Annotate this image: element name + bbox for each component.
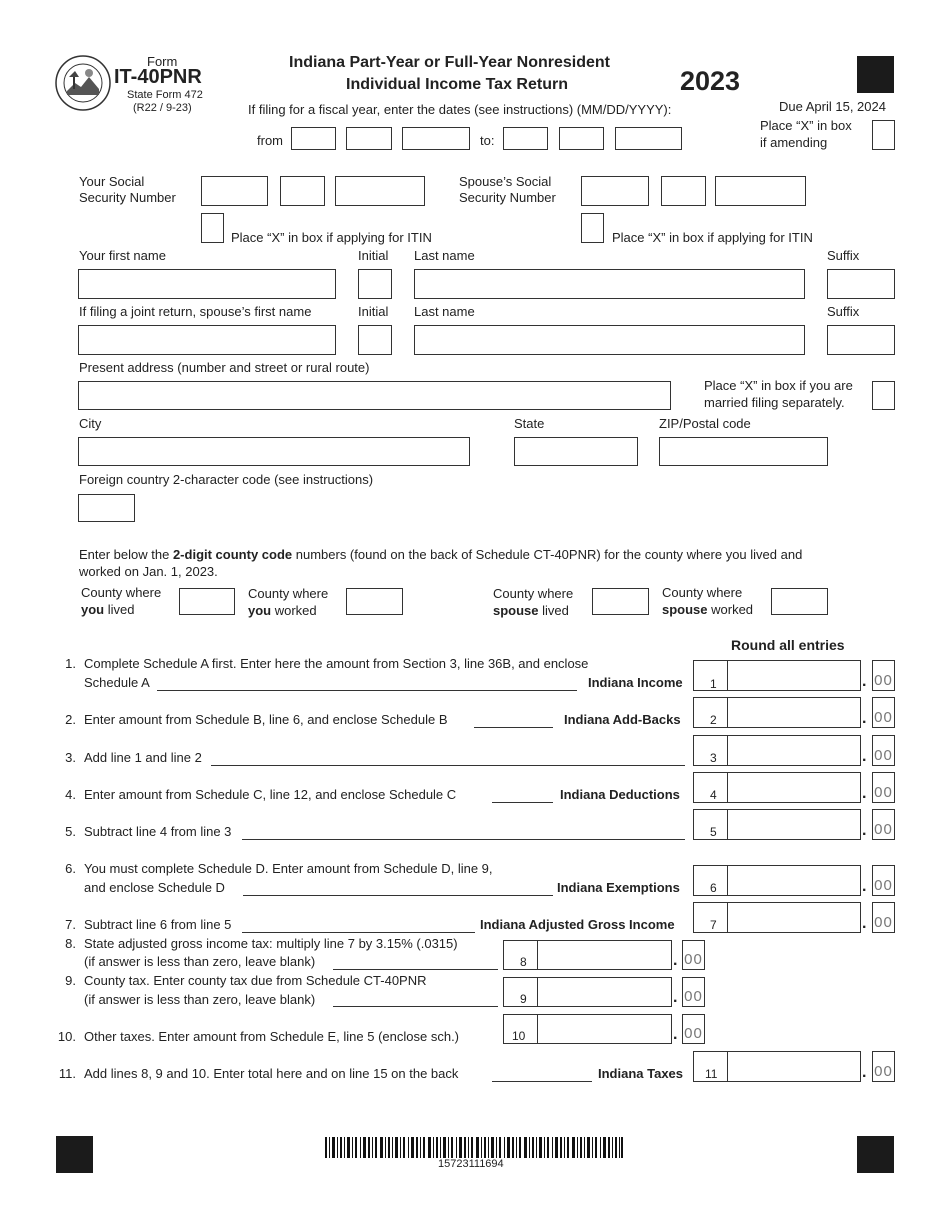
line9-text1: County tax. Enter county tax due from Schedule CT-40PNR xyxy=(84,973,427,988)
state-input[interactable] xyxy=(514,437,638,466)
suffix-label: Suffix xyxy=(827,248,860,263)
county-spouse-lived-label-line1: County where xyxy=(493,586,574,601)
spouse-ssn-label-line2: Security Number xyxy=(459,190,556,205)
initial-label: Initial xyxy=(358,248,389,263)
line4-leader xyxy=(492,802,553,803)
tax-year: 2023 xyxy=(680,66,741,96)
fiscal-to-day[interactable] xyxy=(559,127,604,150)
line1-leader xyxy=(157,690,577,691)
line1-amount-field[interactable] xyxy=(693,660,861,691)
line3-decimal: . xyxy=(862,748,867,765)
line8-amount-field[interactable] xyxy=(503,940,672,970)
line5-cents[interactable]: 00 xyxy=(872,809,895,840)
fiscal-from-month[interactable] xyxy=(291,127,336,150)
mfs-label-line2: married filing separately. xyxy=(704,395,845,410)
county-spouse-worked-label-line1: County where xyxy=(662,585,743,600)
line1-decimal: . xyxy=(862,673,867,690)
line2-box-number: 2 xyxy=(710,713,717,727)
line6-leader xyxy=(243,895,553,896)
you-bold: you xyxy=(81,602,105,617)
line1-cents[interactable]: 00 xyxy=(872,660,895,691)
line3-leader xyxy=(211,765,685,766)
line7-cents[interactable]: 00 xyxy=(872,902,895,933)
line7-text1: Subtract line 6 from line 5 xyxy=(84,917,232,932)
line9-number: 9. xyxy=(65,973,76,988)
line2-number: 2. xyxy=(65,712,76,727)
to-label: to: xyxy=(480,133,495,148)
first-name-input[interactable] xyxy=(78,269,336,299)
line9-cents[interactable]: 00 xyxy=(682,977,705,1007)
line11-cents[interactable]: 00 xyxy=(872,1051,895,1082)
line8-text2: (if answer is less than zero, leave blank) xyxy=(84,954,316,969)
foreign-country-input[interactable] xyxy=(78,494,135,522)
line9-amount-field[interactable] xyxy=(503,977,672,1007)
line1-box-number: 1 xyxy=(710,677,717,691)
initial-input[interactable] xyxy=(358,269,392,299)
line6-text1: You must complete Schedule D. Enter amount from Schedule D, line 9, xyxy=(84,861,493,876)
line9-box-number: 9 xyxy=(520,992,527,1006)
spouse-itin-label: Place “X” in box if applying for ITIN xyxy=(612,230,813,245)
amending-checkbox[interactable] xyxy=(872,120,895,150)
line3-text1: Add line 1 and line 2 xyxy=(84,750,202,765)
spouse-last-name-label: Last name xyxy=(414,304,475,319)
line10-box-number: 10 xyxy=(512,1029,526,1043)
line11-amount-field[interactable] xyxy=(693,1051,861,1082)
fiscal-from-day[interactable] xyxy=(346,127,392,150)
line1-text2: Schedule A xyxy=(84,675,150,690)
ssn-label-line1: Your Social xyxy=(79,174,145,189)
line1-label: Indiana Income xyxy=(588,675,683,690)
spouse-last-name-input[interactable] xyxy=(414,325,805,355)
line11-decimal: . xyxy=(862,1064,867,1081)
spouse-bold: spouse xyxy=(662,602,708,617)
last-name-label: Last name xyxy=(414,248,475,263)
line10-divider xyxy=(537,1014,538,1044)
foreign-country-label: Foreign country 2-character code (see instructions) xyxy=(79,472,374,487)
line2-cents[interactable]: 00 xyxy=(872,697,895,728)
line11-text1: Add lines 8, 9 and 10. Enter total here and on line 15 on the back xyxy=(84,1066,459,1081)
line8-decimal: . xyxy=(673,952,678,969)
county-you-lived-label-line2 xyxy=(81,602,134,617)
line4-box-number: 4 xyxy=(710,788,717,802)
ssn-label-line2: Security Number xyxy=(79,190,176,205)
line8-box-number: 8 xyxy=(520,955,527,969)
line6-number: 6. xyxy=(65,861,76,876)
spouse-initial-label: Initial xyxy=(358,304,389,319)
line3-box-number: 3 xyxy=(710,751,717,765)
line8-leader xyxy=(333,969,498,970)
line7-number: 7. xyxy=(65,917,76,932)
line10-decimal: . xyxy=(673,1026,678,1043)
line9-leader xyxy=(333,1006,498,1007)
line5-number: 5. xyxy=(65,824,76,839)
from-label: from xyxy=(257,133,283,148)
county-intro-post: numbers (found on the back of Schedule CT-40PNR) for the county where you lived and xyxy=(292,547,803,562)
line6-decimal: . xyxy=(862,878,867,895)
line11-label: Indiana Taxes xyxy=(598,1066,684,1081)
indiana-state-seal xyxy=(55,55,111,111)
spouse-suffix-label: Suffix xyxy=(827,304,860,319)
line2-text1: Enter amount from Schedule B, line 6, and enclose Schedule B xyxy=(84,712,448,727)
worked-text: worked xyxy=(707,602,754,617)
county-you-worked-label-line1: County where xyxy=(248,586,329,601)
address-label: Present address (number and street or rural route) xyxy=(79,360,370,375)
county-spouse-worked-input[interactable] xyxy=(771,588,828,615)
line1-text1: Complete Schedule A first. Enter here the amount from Section 3, line 36B, and enclose xyxy=(84,656,589,671)
line7-amount-field[interactable] xyxy=(693,902,861,933)
county-spouse-lived-input[interactable] xyxy=(592,588,649,615)
line10-number: 10. xyxy=(57,1029,76,1044)
line6-amount-field[interactable] xyxy=(693,865,861,896)
county-intro-bold: 2-digit county code xyxy=(172,547,293,562)
line8-cents[interactable]: 00 xyxy=(682,940,705,970)
fiscal-to-year[interactable] xyxy=(615,127,682,150)
line5-leader xyxy=(242,839,685,840)
ssn-part1[interactable] xyxy=(201,176,268,206)
amending-label-line2: if amending xyxy=(760,135,828,150)
line10-cents[interactable]: 00 xyxy=(682,1014,705,1044)
line5-decimal: . xyxy=(862,822,867,839)
line4-label: Indiana Deductions xyxy=(560,787,680,802)
barcode-graphic xyxy=(325,1137,623,1158)
city-input[interactable] xyxy=(78,437,470,466)
line2-amount-field[interactable] xyxy=(693,697,861,728)
county-you-worked-input[interactable] xyxy=(346,588,403,615)
line8-text1: State adjusted gross income tax: multiply line 7 by 3.15% (.0315) xyxy=(84,936,458,951)
zip-input[interactable] xyxy=(659,437,828,466)
registration-mark-bottom-left xyxy=(56,1136,93,1173)
amending-label-line1: Place “X” in box xyxy=(760,118,852,133)
county-you-lived-label-line1: County where xyxy=(81,585,162,600)
due-date: Due April 15, 2024 xyxy=(779,99,886,114)
line4-text1: Enter amount from Schedule C, line 12, and enclose Schedule C xyxy=(84,787,457,802)
line3-divider xyxy=(727,735,728,766)
spouse-first-name-label: If filing a joint return, spouse’s first name xyxy=(79,304,312,319)
line11-leader xyxy=(492,1081,592,1082)
spouse-first-name-input[interactable] xyxy=(78,325,336,355)
line4-cents[interactable]: 00 xyxy=(872,772,895,803)
line9-text2: (if answer is less than zero, leave blank) xyxy=(84,992,316,1007)
city-label: City xyxy=(79,416,102,431)
line5-amount-field[interactable] xyxy=(693,809,861,840)
line1-number: 1. xyxy=(65,656,76,671)
lived-text: lived xyxy=(538,603,569,618)
last-name-input[interactable] xyxy=(414,269,805,299)
round-all-entries: Round all entries xyxy=(731,637,845,653)
form-id: IT-40PNR xyxy=(114,66,202,88)
you-bold: you xyxy=(248,603,272,618)
zip-label: ZIP/Postal code xyxy=(659,416,751,431)
spouse-ssn-part3[interactable] xyxy=(715,176,806,206)
line8-number: 8. xyxy=(65,936,76,951)
line6-cents[interactable]: 00 xyxy=(872,865,895,896)
spouse-suffix-input[interactable] xyxy=(827,325,895,355)
mfs-checkbox[interactable] xyxy=(872,381,895,410)
line7-leader xyxy=(242,932,475,933)
spouse-ssn-part2[interactable] xyxy=(661,176,706,206)
line9-decimal: . xyxy=(673,989,678,1006)
line10-text1: Other taxes. Enter amount from Schedule E, line 5 (enclose sch.) xyxy=(84,1029,460,1044)
line9-divider xyxy=(537,977,538,1007)
county-intro-line1 xyxy=(79,547,802,562)
line6-box-number: 6 xyxy=(710,881,717,895)
line1-divider xyxy=(727,660,728,691)
state-label: State xyxy=(514,416,545,431)
fiscal-from-year[interactable] xyxy=(402,127,470,150)
fiscal-year-instruction: If filing for a fiscal year, enter the dates (see instructions) (MM/DD/YYYY): xyxy=(248,102,672,117)
spouse-initial-input[interactable] xyxy=(358,325,392,355)
county-intro-line2: worked on Jan. 1, 2023. xyxy=(79,564,218,579)
line11-number: 11. xyxy=(58,1066,76,1081)
registration-mark-bottom-right xyxy=(857,1136,894,1173)
address-input[interactable] xyxy=(78,381,671,410)
ssn-part2[interactable] xyxy=(280,176,325,206)
line2-decimal: . xyxy=(862,710,867,727)
state-form-number: State Form 472 xyxy=(127,89,203,101)
spouse-ssn-part1[interactable] xyxy=(581,176,649,206)
line2-leader xyxy=(474,727,553,728)
line4-number: 4. xyxy=(65,787,76,802)
line5-box-number: 5 xyxy=(710,825,717,839)
line4-amount-field[interactable] xyxy=(693,772,861,803)
ssn-part3[interactable] xyxy=(335,176,425,206)
line3-amount-field[interactable] xyxy=(693,735,861,766)
first-name-label: Your first name xyxy=(79,248,166,263)
registration-mark-top-right xyxy=(857,56,894,93)
county-spouse-worked-label-line2 xyxy=(662,602,753,617)
line7-box-number: 7 xyxy=(710,918,717,932)
mfs-label-line1: Place “X” in box if you are xyxy=(704,378,853,393)
lived-text: lived xyxy=(104,602,135,617)
county-you-worked-label-line2 xyxy=(248,603,317,618)
county-intro-pre: Enter below the xyxy=(79,547,173,562)
line6-label: Indiana Exemptions xyxy=(557,880,680,895)
barcode-number: 15723111694 xyxy=(438,1158,504,1170)
line5-text1: Subtract line 4 from line 3 xyxy=(84,824,232,839)
line6-divider xyxy=(727,865,728,896)
line5-divider xyxy=(727,809,728,840)
form-word: Form xyxy=(147,54,178,69)
spouse-itin-checkbox[interactable] xyxy=(581,213,604,243)
form-title-line1: Indiana Part-Year or Full-Year Nonresident xyxy=(289,54,610,71)
line8-divider xyxy=(537,940,538,970)
county-you-lived-input[interactable] xyxy=(179,588,235,615)
suffix-input[interactable] xyxy=(827,269,895,299)
line7-decimal: . xyxy=(862,915,867,932)
line7-label: Indiana Adjusted Gross Income xyxy=(480,917,675,932)
county-spouse-lived-label-line2 xyxy=(493,603,569,618)
worked-text: worked xyxy=(271,603,317,618)
line3-number: 3. xyxy=(65,750,76,765)
line7-divider xyxy=(727,902,728,933)
line2-label: Indiana Add-Backs xyxy=(564,712,681,727)
line11-divider xyxy=(727,1051,728,1082)
spouse-bold: spouse xyxy=(493,603,539,618)
form-revision: (R22 / 9-23) xyxy=(133,102,192,114)
line11-box-number: 11 xyxy=(705,1067,718,1081)
line3-cents[interactable]: 00 xyxy=(872,735,895,766)
line10-amount-field[interactable] xyxy=(503,1014,672,1044)
line4-decimal: . xyxy=(862,785,867,802)
line2-divider xyxy=(727,697,728,728)
itin-label: Place “X” in box if applying for ITIN xyxy=(231,230,432,245)
form-title-line2: Individual Income Tax Return xyxy=(346,76,568,93)
fiscal-to-month[interactable] xyxy=(503,127,548,150)
itin-checkbox[interactable] xyxy=(201,213,224,243)
spouse-ssn-label-line1: Spouse’s Social xyxy=(459,174,552,189)
line6-text2: and enclose Schedule D xyxy=(84,880,225,895)
line4-divider xyxy=(727,772,728,803)
